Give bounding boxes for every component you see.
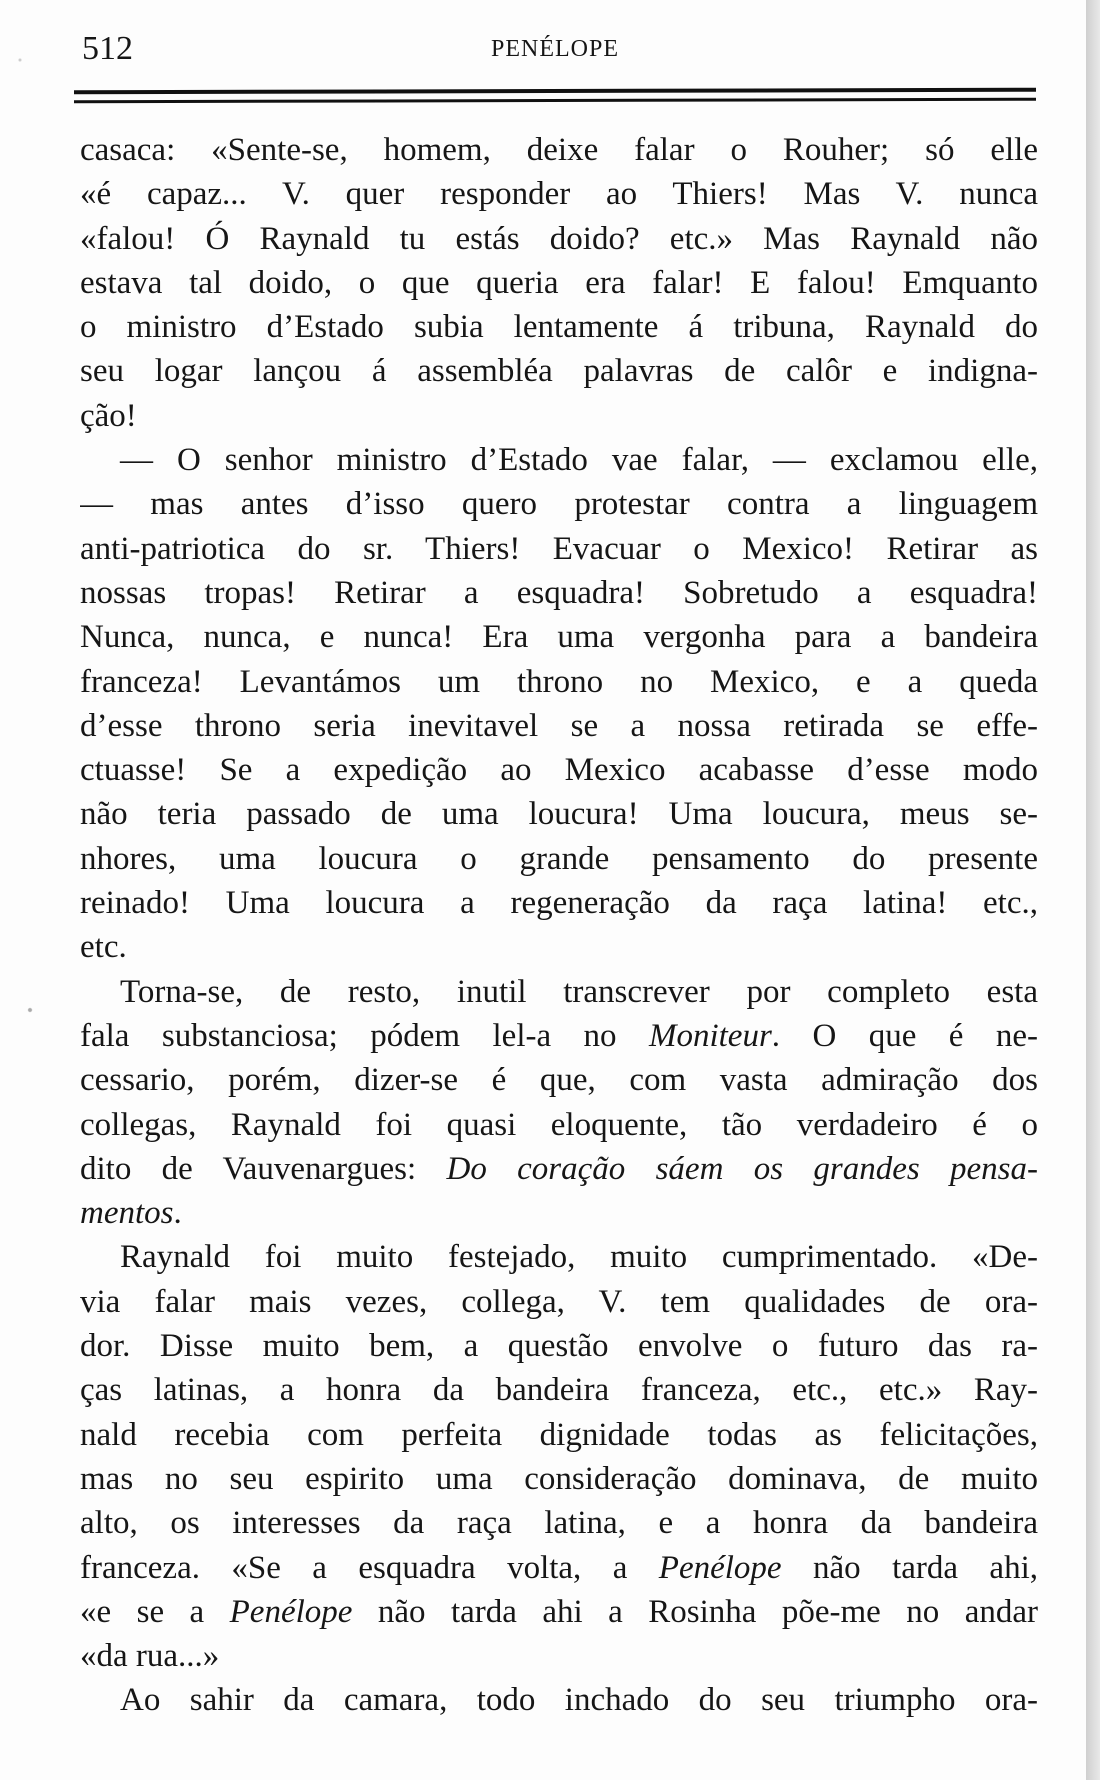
text-line <box>80 261 1038 305</box>
italic-text: mentos <box>80 1195 174 1232</box>
text-segment: não tarda ahi, <box>781 1549 1038 1586</box>
text-segment: «falou! Ó Raynald tu estás doido? etc.» Mas Raynald não <box>80 220 1038 257</box>
text-segment: via falar mais vezes, collega, V. tem qualidades de ora- <box>80 1283 1038 1320</box>
italic-text: Penélope <box>658 1549 782 1586</box>
text-line <box>80 172 1038 216</box>
text-line <box>80 217 1038 261</box>
text-segment: d’esse throno seria inevitavel se a nossa retirada se effe- <box>80 707 1038 744</box>
text-segment: reinado! Uma loucura a regeneração da raça latina! etc., <box>80 885 1038 922</box>
text-segment: etc. <box>80 929 127 966</box>
text-segment: «e se a <box>80 1593 230 1630</box>
text-line <box>80 1103 1038 1147</box>
text-line <box>80 438 1038 482</box>
text-line <box>80 970 1038 1014</box>
text-segment: dito de Vauvenargues: <box>80 1150 447 1187</box>
text-line <box>80 1590 1038 1634</box>
body-text <box>80 128 1038 1723</box>
text-segment: . O que é ne- <box>771 1017 1038 1054</box>
text-line <box>80 1368 1038 1412</box>
text-line <box>80 394 1038 438</box>
text-line <box>80 1058 1038 1102</box>
text-segment: dor. Disse muito bem, a questão envolve o futuro das ra- <box>80 1328 1038 1365</box>
text-segment: franceza! Levantámos um throno no Mexico, e a queda <box>80 663 1038 700</box>
header-rule <box>74 88 1036 95</box>
running-title: PENÉLOPE <box>491 36 619 62</box>
text-segment: casaca: «Sente-se, homem, deixe falar o Rouher; só elle <box>80 132 1038 168</box>
text-line <box>80 1191 1038 1235</box>
text-line <box>80 1501 1038 1545</box>
text-segment: ças latinas, a honra da bandeira franceza, etc., etc.» Ray- <box>80 1372 1038 1409</box>
text-line <box>80 748 1038 792</box>
text-segment: «da rua...» <box>80 1638 220 1675</box>
text-segment: «é capaz... V. quer responder ao Thiers! Mas V. nunca <box>80 176 1038 213</box>
text-segment: franceza. «Se a esquadra volta, a <box>80 1549 659 1586</box>
text-segment: não teria passado de uma loucura! Uma loucura, meus se- <box>80 796 1038 833</box>
text-line <box>80 349 1038 393</box>
text-segment: nald recebia com perfeita dignidade todas as felicitações, <box>80 1416 1038 1453</box>
text-segment: mas no seu espirito uma consideração dominava, de muito <box>80 1460 1038 1497</box>
scan-specks <box>0 0 60 1780</box>
text-line <box>80 704 1038 748</box>
text-line <box>80 660 1038 704</box>
text-line <box>80 837 1038 881</box>
text-line <box>80 571 1038 615</box>
text-segment: o ministro d’Estado subia lentamente á tribuna, Raynald do <box>80 309 1038 346</box>
text-line <box>80 1280 1038 1324</box>
text-line <box>80 527 1038 571</box>
text-line <box>80 128 1038 172</box>
text-line <box>80 1147 1038 1191</box>
text-segment: nossas tropas! Retirar a esquadra! Sobretudo a esquadra! <box>80 574 1038 611</box>
text-segment: anti-patriotica do sr. Thiers! Evacuar o Mexico! Retirar as <box>80 530 1038 567</box>
text-line <box>80 1014 1038 1058</box>
text-segment: collegas, Raynald foi quasi eloquente, tão verdadeiro é o <box>80 1106 1038 1143</box>
text-segment: . <box>173 1195 182 1232</box>
text-segment: fala substanciosa; pódem lel-a no <box>80 1017 649 1054</box>
text-line <box>80 881 1038 925</box>
text-segment: Nunca, nunca, e nunca! Era uma vergonha para a bandeira <box>80 619 1038 656</box>
text-segment: alto, os interesses da raça latina, e a honra da bandeira <box>80 1505 1038 1542</box>
text-segment: Raynald foi muito festejado, muito cumprimentado. «De- <box>120 1239 1038 1276</box>
text-line <box>80 792 1038 836</box>
text-line <box>80 1678 1038 1722</box>
text-segment: ção! <box>80 397 137 434</box>
text-segment: — O senhor ministro d’Estado vae falar, — exclamou elle, <box>120 442 1038 479</box>
page-edge-shadow <box>1086 0 1100 1780</box>
text-line <box>80 1235 1038 1279</box>
italic-text: Moniteur <box>648 1017 772 1054</box>
text-line <box>80 482 1038 526</box>
italic-text: Penélope <box>229 1593 353 1630</box>
italic-text: Do coração sáem os grandes pensa- <box>446 1150 1038 1187</box>
text-segment: seu logar lançou á assembléa palavras de calôr e indigna- <box>80 353 1038 390</box>
text-line <box>80 615 1038 659</box>
text-line <box>80 925 1038 969</box>
header-rule <box>74 98 1036 104</box>
text-line <box>80 1457 1038 1501</box>
text-line <box>80 1546 1038 1590</box>
text-line <box>80 1413 1038 1457</box>
text-segment: Torna-se, de resto, inutil transcrever por completo esta <box>120 973 1038 1010</box>
page-number: 512 <box>82 30 133 67</box>
text-segment: nhores, uma loucura o grande pensamento do presente <box>80 840 1038 877</box>
text-segment: cessario, porém, dizer-se é que, com vasta admiração dos <box>80 1062 1038 1099</box>
text-line <box>80 305 1038 349</box>
text-segment: ctuasse! Se a expedição ao Mexico acabasse d’esse modo <box>80 752 1038 789</box>
text-line <box>80 1324 1038 1368</box>
text-segment: estava tal doido, o que queria era falar! E falou! Emquanto <box>80 264 1038 301</box>
text-segment: — mas antes d’isso quero protestar contra a linguagem <box>80 486 1038 523</box>
text-line <box>80 1634 1038 1678</box>
text-segment: Ao sahir da camara, todo inchado do seu triumpho ora- <box>120 1682 1038 1719</box>
text-segment: não tarda ahi a Rosinha põe-me no andar <box>352 1593 1038 1630</box>
